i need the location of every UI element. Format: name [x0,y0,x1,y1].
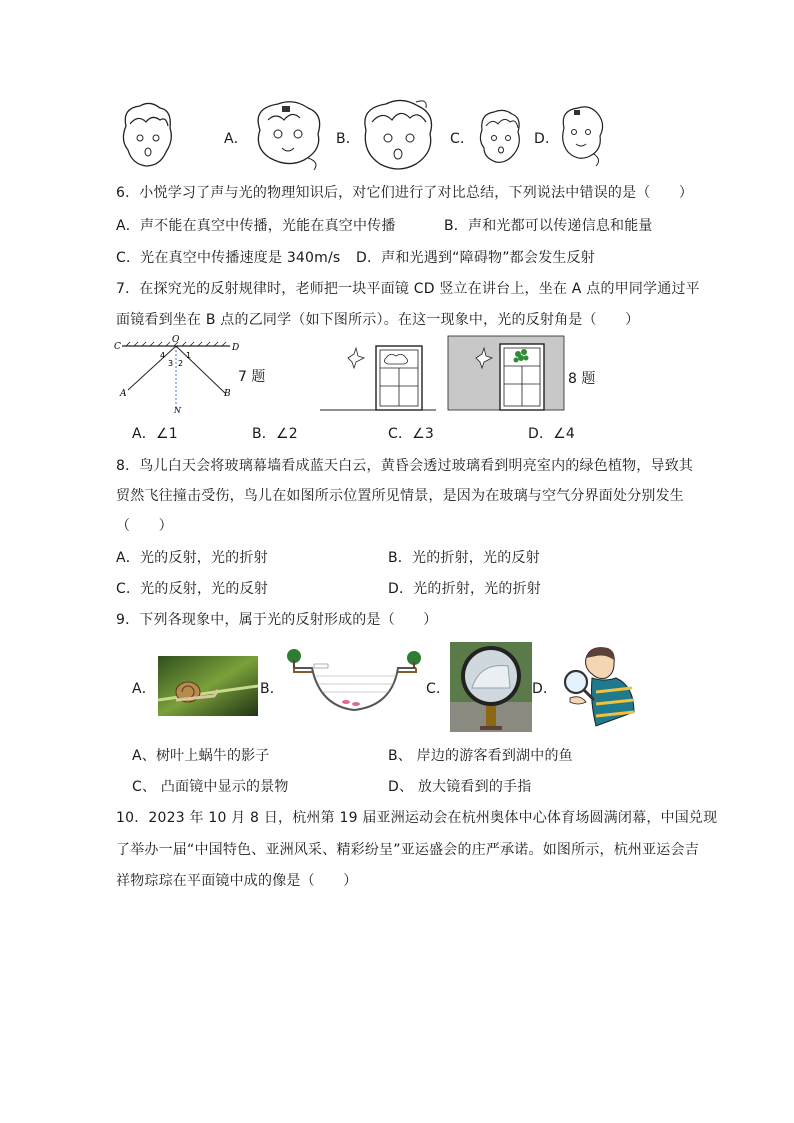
fish-icon [342,700,350,704]
q7-reflection-diagram [112,336,248,414]
q9-option-a[interactable]: A、树叶上蜗牛的影子 [132,748,270,764]
q8-figure-window-day [320,340,438,412]
q9-stem: 9．下列各现象中，属于光的反射形成的是（ ） [116,612,438,628]
q10-stem-line3: 祥物琮琮在平面镜中成的像是（ ） [116,873,358,889]
bird-icon [348,348,364,368]
label-a: A [120,389,127,399]
cartoon-face-b-icon [356,96,440,176]
cartoon-face-original-icon [116,100,178,172]
label-c: C [114,342,121,352]
q9-image-a-letter[interactable]: A． [132,681,156,697]
q6-stem: 6．小悦学习了声与光的物理知识后，对它们进行了对比总结，下列说法中错误的是（ ） [116,185,694,201]
q9-option-b[interactable]: B、 岸边的游客看到湖中的鱼 [388,748,573,764]
label-n: N [174,406,181,415]
label-angle-1: 1 [186,351,192,360]
q8-option-c[interactable]: C．光的反射，光的反射 [116,581,268,597]
q7-stem-line1: 7．在探究光的反射规律时，老师把一块平面镜 CD 竖立在讲台上，坐在 A 点的甲同学通过平 [116,281,700,297]
q9-option-d[interactable]: D、 放大镜看到的手指 [388,779,532,795]
snail-leaf-photo [158,656,258,716]
q10-stem-line2: 了举办一届“中国特色、亚洲风采、精彩纷呈”亚运盛会的庄严承诺。如图所示，杭州亚运会吉 [116,842,699,858]
q8-stem-line3: （ ） [116,518,173,534]
q7-option-c[interactable]: C．∠3 [388,426,435,442]
q8-option-a[interactable]: A．光的反射，光的折射 [116,550,268,566]
window-dusk-svg [448,336,566,412]
q8-option-d[interactable]: D．光的折射，光的折射 [388,581,541,597]
q5-option-b-letter[interactable]: B． [336,131,361,147]
q8-figure-window-dusk [448,336,566,412]
label-angle-2: 2 [178,359,184,368]
cartoon-face-d-icon [556,104,606,168]
q8-option-b[interactable]: B．光的折射，光的反射 [388,550,540,566]
q5-option-b-figure [356,96,440,176]
q9-option-c[interactable]: C、 凸面镜中显示的景物 [132,779,289,795]
q5-option-c-letter[interactable]: C． [450,131,475,147]
q9-image-snail [158,656,258,716]
q8-stem-line2: 贸然飞往撞击受伤，鸟儿在如图所示位置所见情景，是因为在玻璃与空气分界面处分别发生 [116,488,684,504]
q5-option-a-letter[interactable]: A． [224,131,248,147]
q6-option-b[interactable]: B．声和光都可以传递信息和能量 [444,218,653,234]
q8-figure-caption: 8 题 [568,371,596,387]
q5-option-d-letter[interactable]: D． [534,131,560,147]
q7-option-d[interactable]: D．∠4 [528,426,576,442]
q9-image-lake [284,646,424,724]
q7-option-a[interactable]: A．∠1 [132,426,178,442]
label-b: B [224,389,231,399]
q7-figure-caption: 7 题 [238,369,266,385]
magnifier-person-drawing [556,642,638,730]
label-o: O [172,335,180,345]
q9-image-magnifier [556,642,638,730]
q5-figure-original [116,100,178,172]
q5-option-c-figure [476,108,524,168]
q9-image-convex-mirror [450,642,532,732]
q6-option-c[interactable]: C．光在真空中传播速度是 340m/s [116,250,341,266]
q7-option-b[interactable]: B．∠2 [252,426,298,442]
reflection-diagram-svg [112,336,248,414]
window-day-svg [320,340,438,412]
cartoon-face-a-icon [248,98,328,172]
q9-image-c-letter[interactable]: C． [426,681,451,697]
label-angle-4: 4 [160,351,166,360]
q9-image-b-letter[interactable]: B． [260,681,285,697]
q9-image-d-letter[interactable]: D． [532,681,558,697]
q8-stem-line1: 8．鸟儿白天会将玻璃幕墙看成蓝天白云，黄昏会透过玻璃看到明亮室内的绿色植物，导致其 [116,458,694,474]
q10-stem-line1: 10．2023 年 10 月 8 日，杭州第 19 届亚洲运动会在杭州奥体中心体育场圆满闭幕，中国兑现 [116,810,718,826]
lake-fish-diagram [284,646,424,724]
q6-option-d[interactable]: D．声和光遇到“障碍物”都会发生反射 [356,250,595,266]
q7-stem-line2: 面镜看到坐在 B 点的乙同学（如下图所示）。在这一现象中，光的反射角是（ ） [116,312,640,328]
label-angle-3: 3 [168,359,174,368]
q5-option-d-figure [556,104,606,168]
q5-option-a-figure [248,98,328,172]
label-d: D [232,343,240,353]
cartoon-face-c-icon [476,108,524,168]
convex-mirror-photo [450,642,532,732]
q6-option-a[interactable]: A．声不能在真空中传播，光能在真空中传播 [116,218,396,234]
